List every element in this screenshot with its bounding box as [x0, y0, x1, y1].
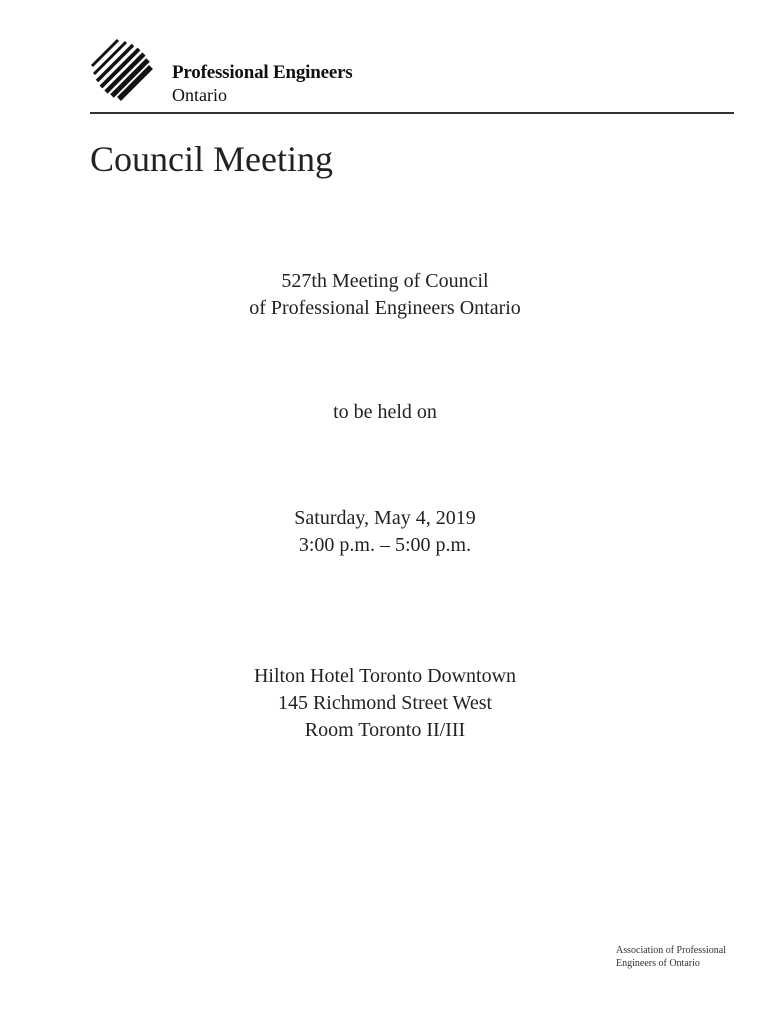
- meeting-datetime: [0, 505, 770, 559]
- logo-organization-name: Professional Engineers: [172, 62, 353, 83]
- peo-logo-icon: [88, 36, 158, 104]
- footer-line-2: Engineers of Ontario: [616, 958, 700, 969]
- footer-line-1: Association of Professional: [616, 945, 726, 956]
- meeting-location: [0, 663, 770, 744]
- meeting-description: [0, 268, 770, 322]
- footer-association: [616, 944, 726, 970]
- held-on-line: to be held on: [333, 401, 437, 423]
- header-divider: [90, 112, 734, 114]
- venue-room: Room Toronto II/III: [304, 719, 466, 741]
- held-on-text: [0, 399, 770, 426]
- logo-organization-region: Ontario: [172, 85, 227, 105]
- meeting-line-2: of Professional Engineers Ontario: [249, 297, 521, 319]
- organization-logo: [88, 36, 388, 106]
- meeting-line-1: 527th Meeting of Council: [281, 270, 489, 292]
- meeting-date: Saturday, May 4, 2019: [294, 507, 476, 529]
- venue-name: Hilton Hotel Toronto Downtown: [253, 665, 517, 687]
- venue-street: 145 Richmond Street West: [277, 692, 493, 714]
- meeting-time: 3:00 p.m. – 5:00 p.m.: [298, 534, 472, 556]
- page-title: Council Meeting: [90, 139, 333, 179]
